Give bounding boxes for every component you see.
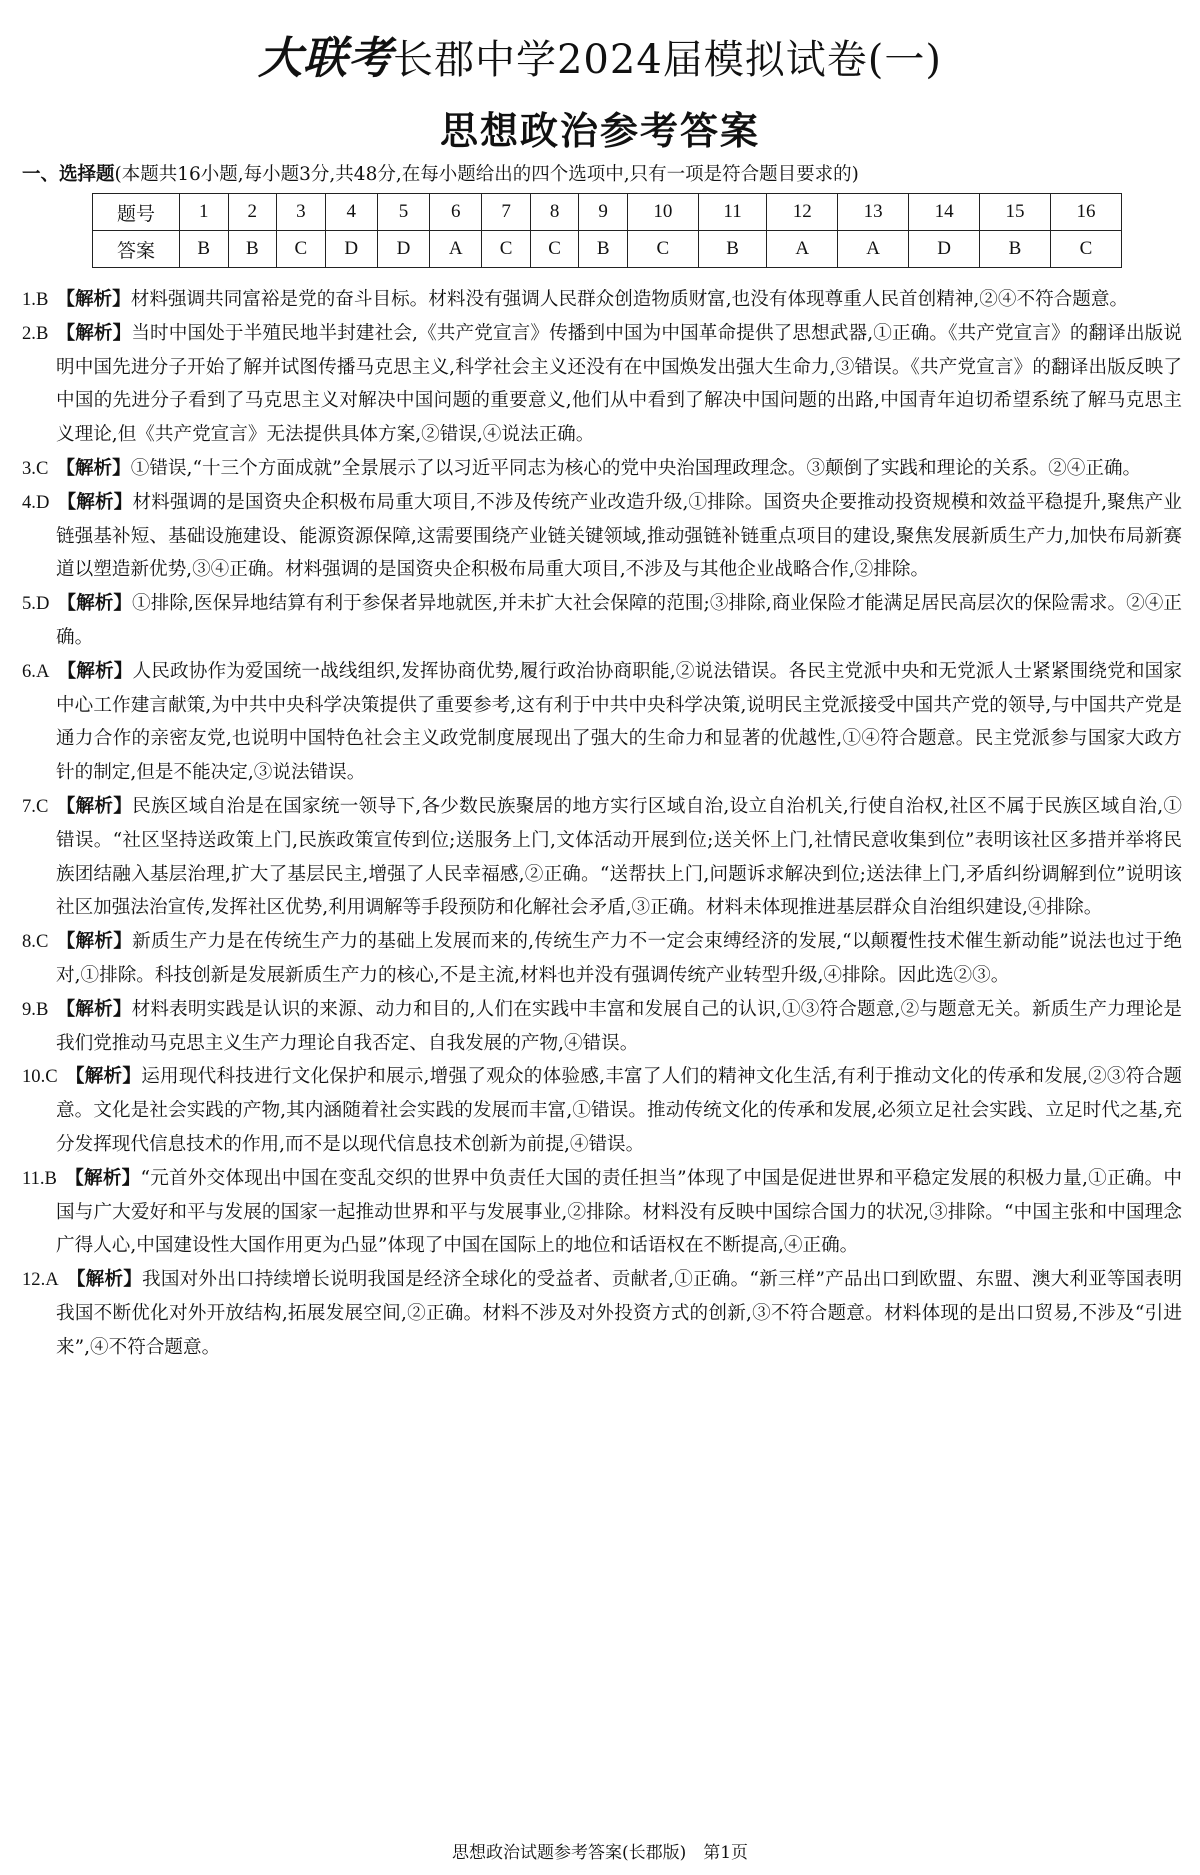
answer-table-answer-row — [93, 231, 1122, 268]
row-label-number: 题号 — [93, 194, 180, 231]
answer-cell: C — [1050, 231, 1121, 268]
answer-cell: A — [767, 231, 838, 268]
question-number-cell: 16 — [1050, 194, 1121, 231]
explanation-item — [22, 283, 1182, 317]
question-number-cell: 5 — [377, 194, 429, 231]
answer-cell: D — [325, 231, 377, 268]
explanation-tag: 【解析】 — [56, 931, 133, 953]
explanation-tag: 【解析】 — [57, 593, 133, 615]
answer-cell: B — [579, 231, 628, 268]
explanation-text: 民族区域自治是在国家统一领导下,各少数民族聚居的地方实行区域自治,设立自治机关,行使自治权,社区不属于民族区域自治,①错误。“社区坚持送政策上门,民族政策宣传到位;送服务上门,文体活动开展到位;送关怀上门,社情民意收集到位”表明该社区多措并举将民族团结融入基层治理,扩大了基层民主,增强了人民幸福感,②正确。“送帮扶上门,问题诉求解决到位;送法律上门,矛盾纠纷调解到位”说明该社区加强法治宣传,发挥社区优势,利用调解等手段预防和化解社会矛盾,③正确。材料未体现推进基层群众自治组织建设,④排除。 — [56, 795, 1182, 919]
explanation-number: 5.D — [22, 593, 50, 615]
section-instructions: (本题共16小题,每小题3分,共48分,在每小题给出的四个选项中,只有一项是符合题目要求的) — [114, 164, 859, 185]
answer-cell: B — [980, 231, 1051, 268]
question-number-cell: 9 — [579, 194, 628, 231]
answer-cell: B — [228, 231, 277, 268]
question-number-cell: 6 — [430, 194, 482, 231]
explanation-tag: 【解析】 — [65, 1066, 142, 1088]
explanation-text: 材料强调的是国资央企积极布局重大项目,不涉及传统产业改造升级,①排除。国资央企要推动投资规模和效益平稳提升,聚焦产业链强基补短、基础设施建设、能源资源保障,这需要围绕产业链关键领域,推动强链补链重点项目的建设,聚焦发展新质生产力,加快布局新赛道以塑造新优势,③④正确。材料强调的是国资央企积极布局重大项目,不涉及与其他企业战略合作,②排除。 — [56, 491, 1182, 581]
explanation-number: 9.B — [22, 998, 49, 1020]
explanation-item — [22, 317, 1182, 452]
explanation-text: 材料强调共同富裕是党的奋斗目标。材料没有强调人民群众创造物质财富,也没有体现尊重人民首创精神,②④不符合题意。 — [130, 289, 1129, 310]
explanation-tag: 【解析】 — [56, 322, 132, 344]
explanation-number: 1.B — [22, 289, 49, 310]
explanation-item — [22, 790, 1182, 925]
explanation-text: 新质生产力是在传统生产力的基础上发展而来的,传统生产力不一定会束缚经济的发展,“以颠覆性技术催生新动能”说法也过于绝对,①排除。科技创新是发展新质生产力的核心,不是主流,材料也并没有强调传统产业转型升级,④排除。因此选②③。 — [56, 931, 1182, 986]
answer-cell: D — [377, 231, 429, 268]
question-number-cell: 8 — [530, 194, 579, 231]
explanation-number: 10.C — [22, 1066, 58, 1088]
explanation-number: 7.C — [22, 795, 49, 817]
answer-cell: C — [277, 231, 326, 268]
answer-cell: B — [180, 231, 229, 268]
explanation-item — [22, 1060, 1182, 1161]
explanation-list — [22, 283, 1182, 1365]
answer-cell: A — [430, 231, 482, 268]
page-title — [0, 22, 1200, 86]
page-footer: 思想政治试题参考答案(长郡版) 第1页 — [451, 1843, 749, 1863]
section-header — [22, 160, 859, 186]
explanation-number: 6.A — [22, 660, 50, 682]
explanation-number: 12.A — [22, 1269, 59, 1291]
explanation-item — [22, 587, 1182, 655]
explanation-item — [22, 1263, 1182, 1364]
explanation-tag: 【解析】 — [66, 1269, 143, 1291]
explanation-number: 8.C — [22, 931, 49, 953]
explanation-text: 材料表明实践是认识的来源、动力和目的,人们在实践中丰富和发展自己的认识,①③符合题意,②与题意无关。新质生产力理论是我们党推动马克思主义生产力理论自我否定、自我发展的产物,④错误。 — [56, 998, 1182, 1054]
question-number-cell: 13 — [838, 194, 909, 231]
explanation-item — [22, 452, 1182, 486]
question-number-cell: 11 — [698, 194, 766, 231]
explanation-number: 4.D — [22, 491, 50, 513]
answer-cell: C — [627, 231, 698, 268]
question-number-cell: 2 — [228, 194, 277, 231]
question-number-cell: 3 — [277, 194, 326, 231]
explanation-tag: 【解析】 — [57, 491, 133, 513]
explanation-tag: 【解析】 — [56, 998, 132, 1020]
explanation-item — [22, 486, 1182, 587]
question-number-cell: 12 — [767, 194, 838, 231]
explanation-number: 11.B — [22, 1167, 57, 1189]
explanation-tag: 【解析】 — [56, 457, 131, 479]
answer-table-number-row — [93, 194, 1122, 231]
explanation-text: 运用现代科技进行文化保护和展示,增强了观众的体验感,丰富了人们的精神文化生活,有利于推动文化的传承和发展,②③符合题意。文化是社会实践的产物,其内涵随着社会实践的发展而丰富,①错误。推动传统文化的传承和发展,必须立足社会实践、立足时代之基,充分发挥现代信息技术的作用,而不是以现代信息技术创新为前提,④错误。 — [56, 1066, 1182, 1155]
title-brand: 大联考 — [257, 33, 393, 84]
answer-cell: C — [482, 231, 531, 268]
explanation-text: 我国对外出口持续增长说明我国是经济全球化的受益者、贡献者,①正确。“新三样”产品出口到欧盟、东盟、澳大利亚等国表明我国不断优化对外开放结构,拓展发展空间,②正确。材料不涉及对外投资方式的创新,③不符合题意。材料体现的是出口贸易,不涉及“引进来”,④不符合题意。 — [56, 1269, 1182, 1358]
explanation-tag: 【解析】 — [64, 1167, 141, 1189]
explanation-tag: 【解析】 — [56, 289, 131, 310]
explanation-text: ①错误,“十三个方面成就”全景展示了以习近平同志为核心的党中央治国理政理念。③颠倒了实践和理论的关系。②④正确。 — [130, 457, 1142, 479]
explanation-text: ①排除,医保异地结算有利于参保者异地就医,并未扩大社会保障的范围;③排除,商业保险才能满足居民高层次的保险需求。②④正确。 — [56, 593, 1182, 648]
section-label: 一、选择题 — [22, 164, 115, 185]
explanation-item — [22, 655, 1182, 790]
answer-cell: A — [838, 231, 909, 268]
explanation-tag: 【解析】 — [57, 660, 133, 682]
explanation-text: 当时中国处于半殖民地半封建社会,《共产党宣言》传播到中国为中国革命提供了思想武器,①正确。《共产党宣言》的翻译出版说明中国先进分子开始了解并试图传播马克思主义,科学社会主义还没有在中国焕发出强大生命力,③错误。《共产党宣言》的翻译出版反映了中国的先进分子看到了马克思主义对解决中国问题的重要意义,他们从中看到了解决中国问题的出路,中国青年迫切希望系统了解马克思主义理论,但《共产党宣言》无法提供具体方案,②错误,④说法正确。 — [56, 322, 1182, 446]
answer-cell: B — [698, 231, 766, 268]
explanation-number: 2.B — [22, 322, 49, 344]
question-number-cell: 7 — [482, 194, 531, 231]
explanation-text: “元首外交体现出中国在变乱交织的世界中负责任大国的责任担当”体现了中国是促进世界和平稳定发展的积极力量,①正确。中国与广大爱好和平与发展的国家一起推动世界和平与发展事业,②排除。材料没有反映中国综合国力的状况,③排除。“中国主张和中国理念广得人心,中国建设性大国作用更为凸显”体现了中国在国际上的地位和话语权在不断提高,④正确。 — [56, 1167, 1182, 1257]
explanation-item — [22, 1162, 1182, 1263]
explanation-item — [22, 925, 1182, 993]
explanation-tag: 【解析】 — [56, 795, 133, 817]
answer-cell: D — [909, 231, 980, 268]
question-number-cell: 1 — [180, 194, 229, 231]
page-subtitle: 思想政治参考答案 — [439, 109, 760, 153]
explanation-number: 3.C — [22, 457, 49, 479]
explanation-text: 人民政协作为爱国统一战线组织,发挥协商优势,履行政治协商职能,②说法错误。各民主党派中央和无党派人士紧紧围绕党和国家中心工作建言献策,为中共中央科学决策提供了重要参考,这有利于中共中央科学决策,说明民主党派接受中国共产党的领导,与中国共产党是通力合作的亲密友党,也说明中国特色社会主义政党制度展现出了强大的生命力和显著的优越性,①④符合题意。民主党派参与国家大政方针的制定,但是不能决定,③说法错误。 — [56, 660, 1182, 784]
answer-cell: C — [530, 231, 579, 268]
row-label-answer: 答案 — [93, 231, 180, 268]
answer-table — [92, 193, 1122, 268]
explanation-item — [22, 993, 1182, 1061]
question-number-cell: 10 — [627, 194, 698, 231]
title-text: 长郡中学2024届模拟试卷(一) — [392, 37, 942, 83]
question-number-cell: 4 — [325, 194, 377, 231]
question-number-cell: 15 — [980, 194, 1051, 231]
question-number-cell: 14 — [909, 194, 980, 231]
